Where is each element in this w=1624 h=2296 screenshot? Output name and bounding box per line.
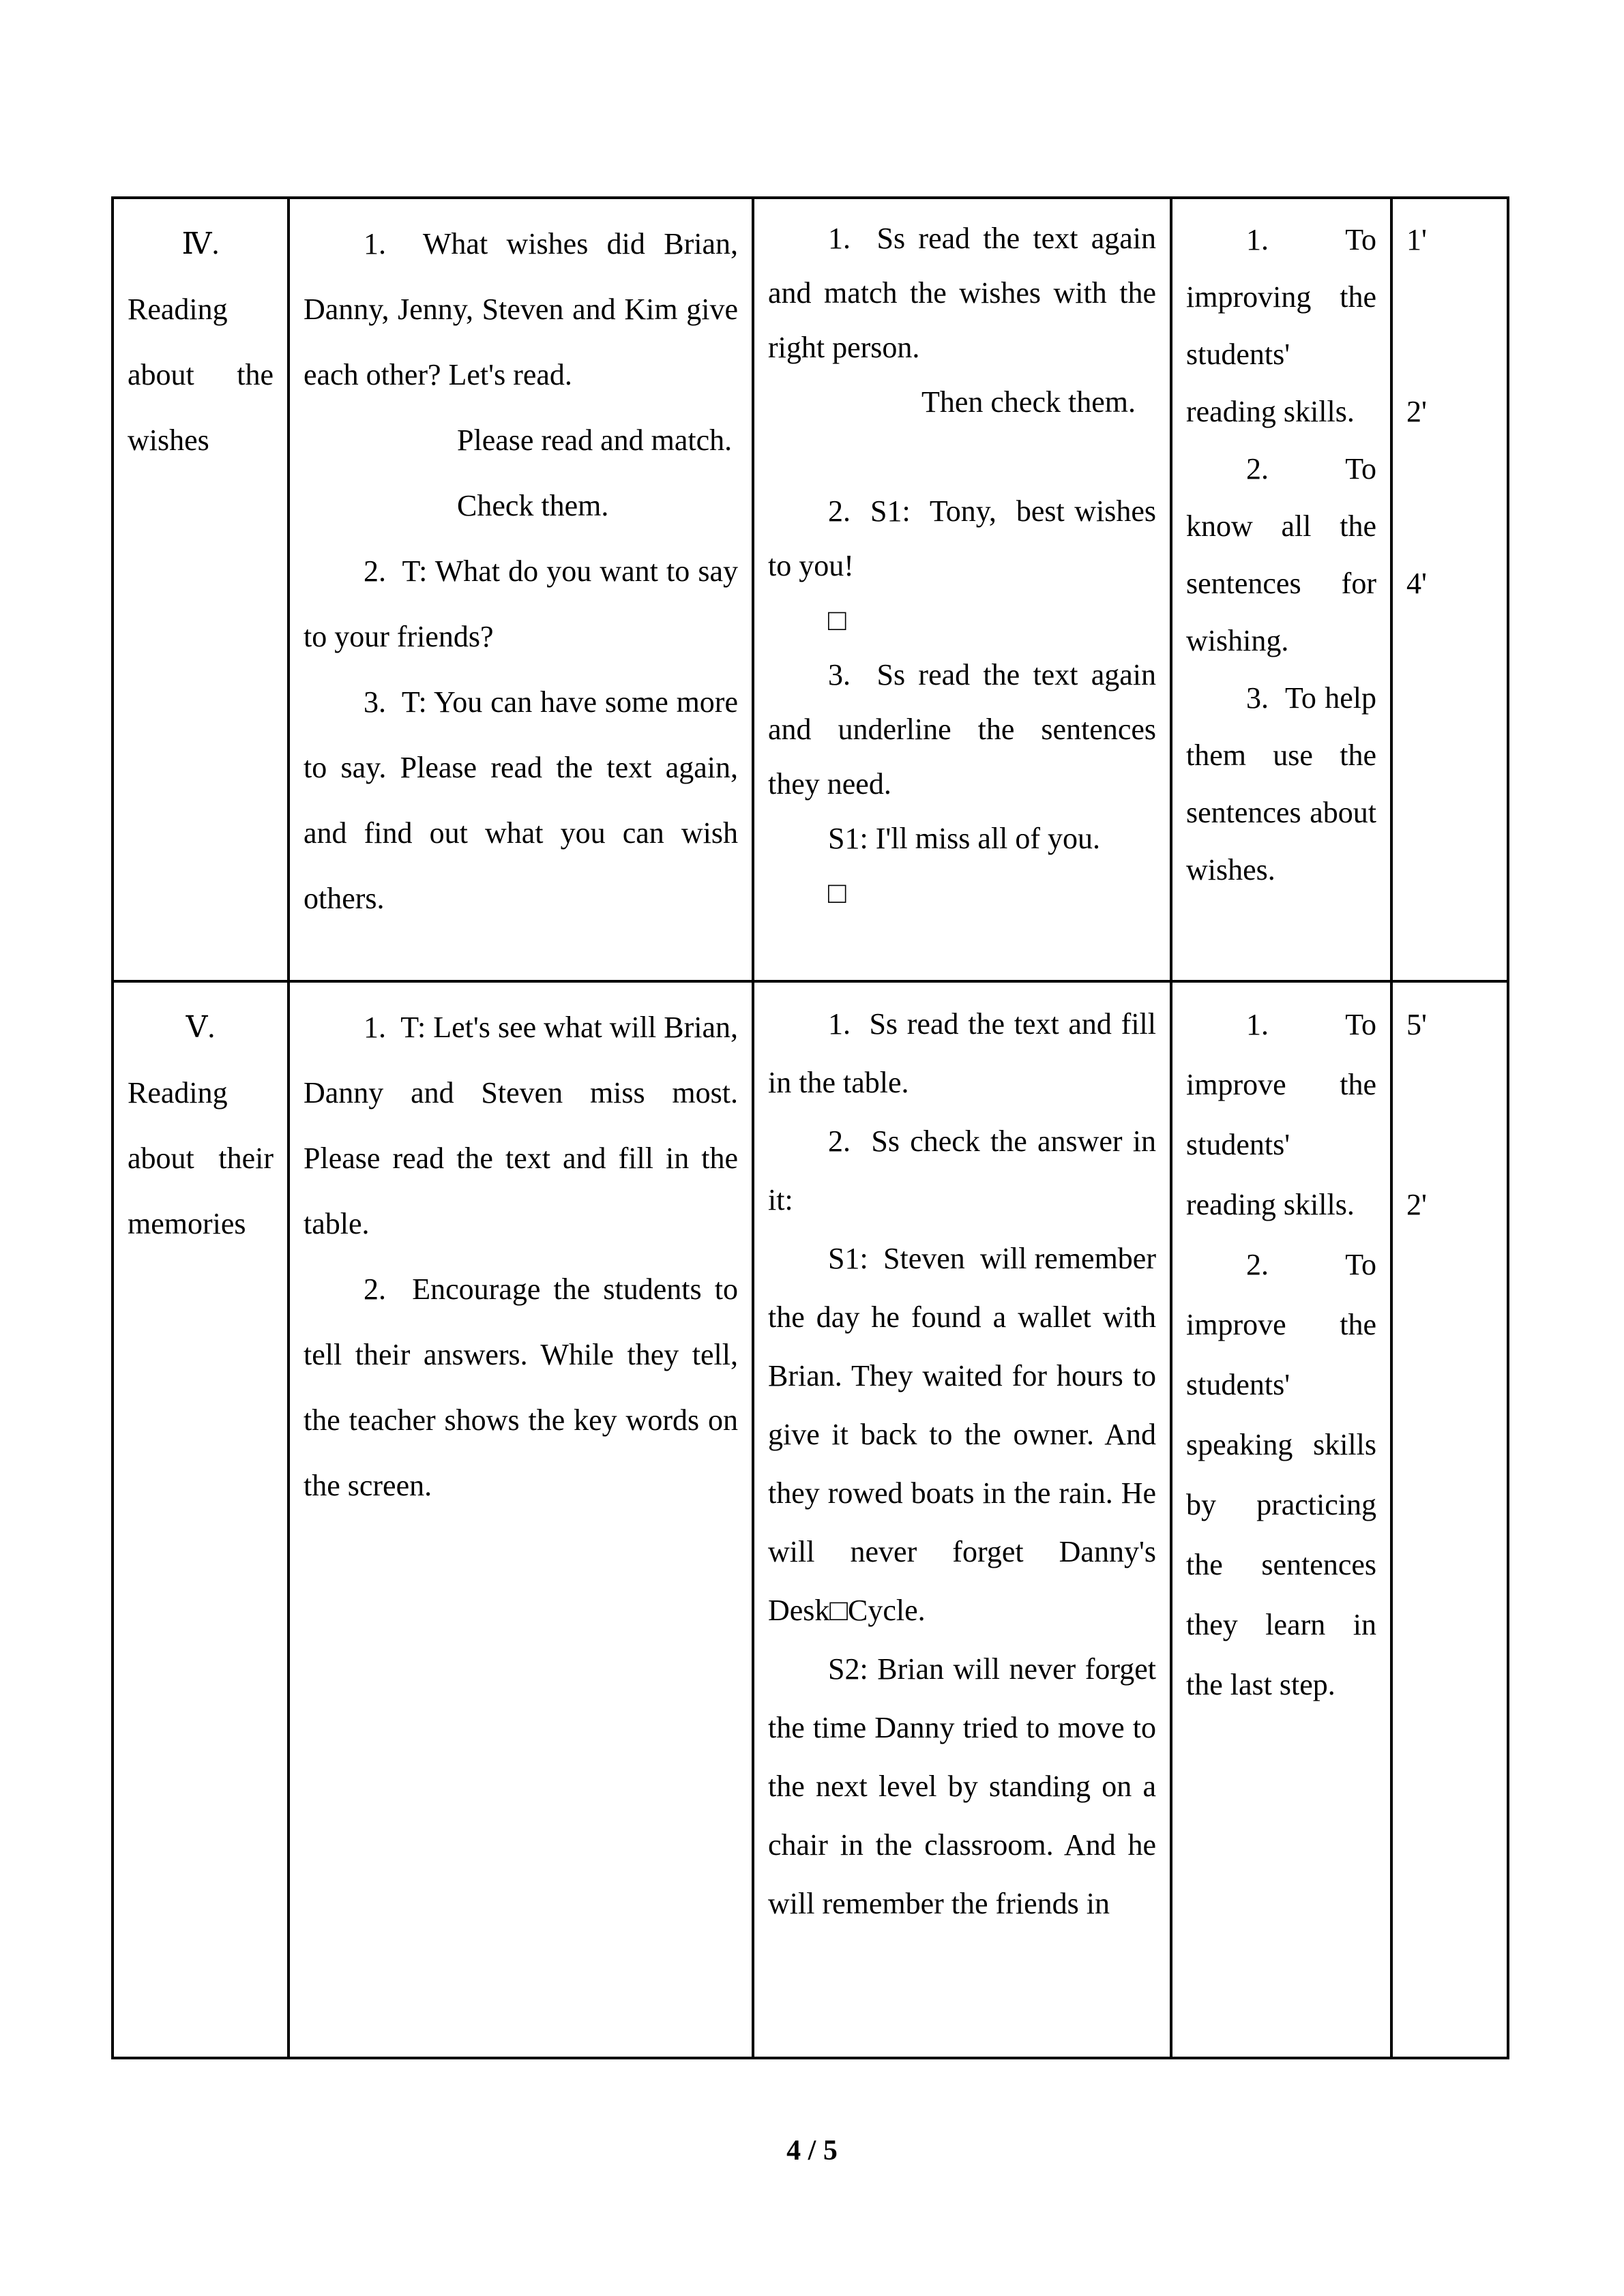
paragraph: 3. Ss read the text again and underline the sentences they need. bbox=[768, 658, 1164, 801]
paragraph: 1. To improving the students' reading skills. bbox=[1186, 223, 1384, 428]
paragraph: 2. T: What do you want to say to your friends? bbox=[304, 554, 745, 653]
placeholder-square-glyph: □ bbox=[828, 876, 846, 910]
placeholder-square-glyph: □ bbox=[828, 603, 846, 637]
time-value: 1' bbox=[1406, 223, 1427, 256]
time-value: 2' bbox=[1406, 1188, 1427, 1221]
paragraph: 1. Ss read the text and fill in the table. bbox=[768, 1007, 1164, 1099]
cell-step-row2 bbox=[114, 983, 290, 2057]
cell-purpose-row2 bbox=[1172, 983, 1393, 2057]
paragraph: S1: Steven will remember the day he found a wallet with Brian. They waited for hours to give it back to the owner. And they rowed boats in the rain. He will never forget Danny's Desk□Cycle. bbox=[768, 1242, 1164, 1627]
cell-student-activity-row1 bbox=[754, 199, 1172, 983]
paragraph: S2: Brian will never forget the time Danny tried to move to the next level by standing on a chair in the classroom. And he will remember the friends in bbox=[768, 1652, 1164, 1920]
step-title: Reading about their memories bbox=[128, 1076, 281, 1240]
page-number: 4 / 5 bbox=[786, 2135, 838, 2166]
cell-purpose-row1 bbox=[1172, 199, 1393, 983]
paragraph: Check them. bbox=[457, 489, 609, 522]
time-value: 5' bbox=[1406, 1008, 1427, 1041]
cell-step-row1 bbox=[114, 199, 290, 983]
paragraph: 2. Encourage the students to tell their answers. While they tell, the teacher shows the key words on the screen. bbox=[304, 1272, 745, 1502]
step-title: Reading about the wishes bbox=[128, 293, 281, 457]
cell-time-row1 bbox=[1393, 199, 1507, 983]
paragraph: 1. What wishes did Brian, Danny, Jenny, Steven and Kim give each other? Let's read. bbox=[304, 227, 745, 391]
cell-student-activity-row2 bbox=[754, 983, 1172, 2057]
paragraph: Please read and match. bbox=[457, 423, 733, 457]
paragraph bbox=[768, 430, 1156, 484]
paragraph: 2. To improve the students' speaking skills by practicing the sentences they learn in the last step. bbox=[1186, 1248, 1384, 1701]
cell-time-row2 bbox=[1393, 983, 1507, 2057]
cell-teacher-activity-row2 bbox=[290, 983, 754, 2057]
step-numeral: Ⅳ. bbox=[181, 227, 220, 260]
paragraph: Then check them. bbox=[921, 385, 1136, 419]
paragraph: S1: I'll miss all of you. bbox=[828, 822, 1101, 855]
paragraph: 1. Ss read the text again and match the wishes with the right person. bbox=[768, 222, 1164, 364]
paragraph: 2. S1: Tony, best wishes to you! bbox=[768, 494, 1164, 582]
step-numeral: Ⅴ. bbox=[186, 1011, 216, 1044]
paragraph: 1. To improve the students' reading skills. bbox=[1186, 1008, 1384, 1221]
time-value: 4' bbox=[1406, 567, 1427, 600]
time-value: 2' bbox=[1406, 395, 1427, 428]
paragraph: 2. To know all the sentences for wishing. bbox=[1186, 452, 1384, 657]
lesson-plan-table bbox=[111, 196, 1509, 2059]
cell-teacher-activity-row1 bbox=[290, 199, 754, 983]
paragraph: 3. To help them use the sentences about wishes. bbox=[1186, 681, 1384, 886]
paragraph: 2. Ss check the answer in it: bbox=[768, 1124, 1164, 1217]
paragraph: 3. T: You can have some more to say. Please read the text again, and find out what you can wish others. bbox=[304, 685, 745, 915]
paragraph: 1. T: Let's see what will Brian, Danny and Steven miss most. Please read the text and fill in the table. bbox=[304, 1011, 745, 1240]
